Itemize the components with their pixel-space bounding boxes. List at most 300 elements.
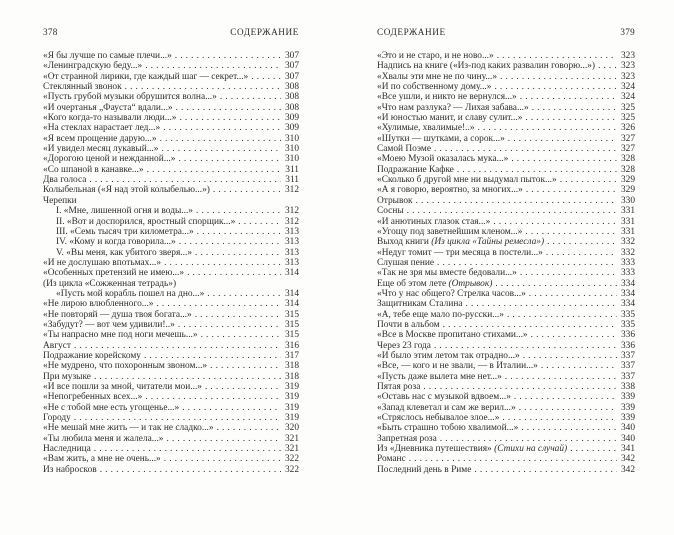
toc-entry [377,310,635,320]
toc-entry-title: Еще об этом лете (Отрывок) [377,278,493,289]
toc-entry-page: 338 [620,382,635,392]
toc-entry-page: 322 [284,464,299,475]
dot-leader [528,330,617,340]
toc-entry-title: «И все пошли за мной, читатели мои...» [43,382,202,392]
toc-entry [377,454,635,464]
toc-entry-title: «Хвалы эти мне не по чину...» [377,71,498,82]
toc-entry [377,103,635,113]
dot-leader [71,341,281,351]
dot-leader [494,51,617,61]
toc-entry [377,196,635,206]
toc-entry-page: 332 [620,247,635,258]
toc-entry-page: 325 [620,113,635,124]
toc-entry-page: 333 [620,257,635,268]
toc-entry [43,423,299,433]
toc-entry [377,465,635,475]
toc-entry-title: «Я всем прощение дарую...» [43,133,157,144]
toc-entry-page: 312 [284,206,299,217]
toc-entry [377,351,635,361]
dot-leader [194,227,281,237]
dot-leader [406,454,617,464]
toc-entry-title: Слушая пение [377,257,435,268]
toc-entry-title: «Запад клеветал и сам же верил...» [377,402,516,413]
toc-entry-page: 307 [284,61,299,72]
dot-leader [567,444,617,454]
toc-entry [43,392,299,402]
dot-leader [497,72,617,82]
toc-entry [43,82,299,92]
toc-entry-page: 337 [620,371,635,382]
toc-entry [43,454,299,464]
dot-leader [463,299,617,309]
dot-leader [475,123,617,133]
toc-entry-title: «И анютиных глазок стая...» [377,216,491,227]
toc-entry-page: 313 [284,257,299,268]
toc-entry-title: «Не мудрено, что похоронным звоном...» [43,361,208,372]
toc-entry [377,289,635,299]
toc-entry-title: Август [43,340,71,351]
dot-leader [161,454,281,464]
toc-entry-page: 315 [284,330,299,341]
toc-entry [43,372,299,382]
toc-entry-page: 325 [620,102,635,113]
toc-entry-page: 335 [620,309,635,320]
dot-leader [502,372,617,382]
toc-entry [377,372,635,382]
toc-entry [377,61,635,71]
toc-entry-title: «Что нам разлука? — Лихая забава...» [377,102,529,113]
toc-entry-title: «Не с тобой мне есть угощенье...» [43,402,180,413]
toc-entry-title: «Вам жить, а мне не очень...» [43,454,161,465]
toc-entry-title: Черепки [43,195,77,206]
dot-leader [198,330,281,340]
toc-entry-title: «Ты любила меня и жалела...» [43,433,164,444]
toc-entry [43,165,299,175]
toc-entry-title: IV. «Кому и когда говорила...» [56,237,176,248]
toc-entry [377,113,635,123]
dot-leader [179,403,281,413]
toc-entry-page: 319 [284,382,299,392]
dot-leader [404,206,617,216]
dot-leader [91,444,281,454]
dot-leader [595,61,617,71]
toc-entry-page: 339 [620,402,635,413]
dot-leader [175,320,281,330]
toc-entry-title: Выход книги (Из цикла «Тайны ремесла») [377,237,545,248]
page-right [377,27,635,475]
toc-entry-page: 310 [284,154,299,165]
toc-entry [377,185,635,195]
toc-entry-page: 318 [284,361,299,372]
toc-entry-page: 313 [284,237,299,248]
toc-entry [43,351,299,361]
toc-entry-title: «Оставь нас с музыкой вдвоем...» [377,392,511,403]
toc-entry-page: 309 [284,113,299,124]
toc-entry-title: «Пусть даже вылета мне нет...» [377,371,502,382]
toc-entry-title: «Не мешай мне жить — и так не сладко...» [43,423,214,434]
running-head-right: СОДЕРЖАНИЕ [377,27,446,37]
toc-entry [377,341,635,351]
toc-entry [377,72,635,82]
dot-leader [491,82,616,92]
toc-entry-page: 336 [620,340,635,351]
toc-entry [43,361,299,371]
dot-leader [175,154,280,164]
toc-entry-title: «И юностью манит, и славу сулит...» [377,113,523,124]
dot-leader [434,258,617,268]
toc-section-heading [43,279,299,289]
dot-leader [508,154,617,164]
dot-leader [518,423,617,433]
dot-leader [413,196,617,206]
toc-entry [43,175,299,185]
dot-leader [71,413,281,423]
dot-leader [157,134,281,144]
dot-leader [440,320,617,330]
toc-entry-page: 324 [620,82,635,93]
dot-leader [517,268,617,278]
toc-entry-subtitle-italic: (Из цикла «Тайны ремесла») [431,237,545,248]
toc-entry [377,268,635,278]
toc-entry-page: 314 [284,288,299,299]
toc-entry-page: 319 [284,402,299,413]
toc-entry-title: Городу [43,413,71,424]
toc-entry [377,82,635,92]
dot-leader [86,175,281,185]
toc-entry [377,361,635,371]
toc-entry-title: Колыбельная («Я над этой колыбелью...») [43,185,210,196]
toc-entry-title: (Из цикла «Сожженная тетрадь») [43,278,177,289]
page-right-header [377,27,635,37]
toc-entry-title: «Моею Музой оказалась мука...» [377,154,509,165]
toc-entry [377,134,635,144]
dot-leader [141,351,281,361]
page-number-left: 378 [43,27,58,37]
dot-leader [557,175,617,185]
dot-leader [214,423,281,433]
toc-entry [43,154,299,164]
toc-entry-page: 339 [620,413,635,424]
dot-leader [492,279,617,289]
dot-leader [454,165,617,175]
toc-entry-page: 331 [620,226,635,237]
toc-entry [377,154,635,164]
toc-entry-page: 312 [284,216,299,227]
toc-entry [43,144,299,154]
toc-entry-page: 337 [620,361,635,372]
toc-entry [43,444,299,454]
toc-entry-title: «Дорогою ценой и нежданной...» [43,154,176,165]
toc-entry [377,444,635,454]
toc-entry-page: 333 [620,268,635,279]
dot-leader [522,113,617,123]
toc-list-left [43,51,299,475]
dot-leader [122,82,281,92]
page-number-right: 379 [620,27,635,37]
toc-entry-page: 308 [284,92,299,103]
dot-leader [142,61,281,71]
toc-entry [43,268,299,278]
toc-entry-page: 330 [620,195,635,206]
toc-entry-title: Надпись на книге («Из-под каких развалин говорю...») [377,61,596,72]
toc-entry [43,237,299,247]
toc-entry-title: «Недуг томит — три месяца в постели...» [377,247,543,258]
dot-leader [176,237,281,247]
toc-entry [377,382,635,392]
toc-entry [377,403,635,413]
dot-leader [544,237,617,247]
toc-entry-title: I. «Мне, лишенной огня и воды...» [56,206,193,217]
toc-entry-title: «Все ушли, и никто не вернулся...» [377,92,517,103]
toc-entry-page: 315 [284,309,299,320]
toc-entry [43,382,299,392]
toc-entry-title: «И по собственному дому...» [377,82,492,93]
toc-entry-page: 308 [284,82,299,93]
toc-entry-subtitle-italic: (Отрывок) [448,278,493,289]
dot-leader [144,165,282,175]
dot-leader [192,310,281,320]
page-left-header [43,27,299,37]
toc-entry-title: Наследница [43,444,91,455]
toc-entry-page: 331 [620,206,635,217]
toc-entry [377,217,635,227]
toc-entry-title: Два голоса [43,175,87,186]
toc-entry-page: 314 [284,299,299,310]
dot-leader [520,351,617,361]
page-left [43,27,299,475]
toc-entry-page: 337 [620,350,635,361]
dot-leader [522,227,617,237]
toc-entry-page: 340 [620,423,635,434]
toc-entry-page: 316 [284,340,299,351]
dot-leader [164,434,281,444]
dot-leader [511,392,617,402]
toc-entry-title: «Это и не старо, и не ново...» [377,51,494,61]
toc-entry-title: V. «Вы меня, как убитого зверя...» [56,247,193,258]
toc-entry-title: «Особенных претензий не имею...» [43,268,185,279]
dot-leader [471,465,617,475]
toc-entry-title: «От странной лирики, где каждый шаг — секрет...» [43,71,249,82]
toc-entry [377,248,635,258]
dot-leader [202,382,281,392]
toc-entry [43,330,299,340]
toc-entry-page: 307 [284,71,299,82]
toc-entry-title: «Непогребенных всех...» [43,392,143,403]
dot-leader [543,248,617,258]
dot-leader [184,268,281,278]
toc-entry-page: 321 [284,433,299,444]
toc-entry [43,103,299,113]
toc-entry-title: «Стряслось небывалое злое...» [377,413,500,424]
dot-leader [210,185,281,195]
dot-leader [248,72,281,82]
toc-entry [377,279,635,289]
toc-entry-title: Последний день в Риме [377,464,472,475]
toc-entry [43,413,299,423]
toc-entry-page: 331 [620,216,635,227]
dot-leader [192,248,281,258]
toc-entry [377,165,635,175]
toc-entry [43,72,299,82]
toc-entry-title: «Угощу под заветнейшим кленом...» [377,226,523,237]
toc-entry-page: 320 [284,423,299,434]
toc-entry [43,258,299,268]
toc-entry-title: «Пусть грубой музыки обрушится волна...» [43,92,217,103]
toc-entry-page: 319 [284,392,299,403]
dot-leader [526,289,617,299]
toc-entry [377,123,635,133]
toc-entry-title: «Что у нас общего? Стрелка часов...» [377,288,526,299]
dot-leader [97,465,281,475]
toc-entry-page: 324 [620,92,635,103]
toc-entry-page: 312 [284,185,299,196]
toc-entry-page: 326 [620,123,635,134]
toc-entry [43,185,299,195]
toc-entry [43,465,299,475]
toc-entry-title: «Не повторяй — душа твоя богата...» [43,309,192,320]
toc-entry [377,423,635,433]
toc-entry-page: 329 [620,185,635,196]
toc-entry [43,320,299,330]
toc-entry-page: 309 [284,123,299,134]
toc-entry-title: Самой Поэме [377,144,432,155]
dot-leader [235,217,281,227]
dot-leader [529,103,617,113]
toc-entry [43,217,299,227]
toc-entry-page: 308 [284,102,299,113]
dot-leader [160,123,281,133]
toc-entry-page: 323 [620,51,635,61]
toc-entry-title: «Так не зря мы вместе бедовали...» [377,268,517,279]
toc-entry-title: «Ты напрасно мне под ноги мечешь...» [43,330,198,341]
toc-entry-page: 342 [620,454,635,465]
toc-list-right [377,51,635,475]
toc-entry-title: «Со шпаной в канавке...» [43,164,144,175]
toc-section-heading [43,196,299,206]
toc-entry-title: «Сколько б другой мне ни выдумал пыток...» [377,175,557,186]
toc-entry [43,403,299,413]
toc-entry-page: 327 [620,133,635,144]
toc-entry [377,392,635,402]
toc-entry-page: 341 [620,444,635,455]
toc-entry [377,206,635,216]
toc-entry [377,51,635,61]
toc-entry [43,92,299,102]
dot-leader [158,144,280,154]
toc-entry-title: Защитникам Сталина [377,299,463,310]
dot-leader [505,134,617,144]
toc-entry-page: 314 [284,268,299,279]
toc-entry-title: «Забудут? — вот чем удивили!..» [43,319,175,330]
toc-entry-title: «И очертанья „Фауста“ вдали...» [43,102,173,113]
dot-leader [91,372,281,382]
toc-entry [377,258,635,268]
toc-entry-page: 318 [284,371,299,382]
dot-leader [217,92,281,102]
toc-entry-title: Почти в альбом [377,319,440,330]
toc-entry-title: Романс [377,454,406,465]
toc-entry-title: «И не дослушаю впотьмах...» [43,257,162,268]
dot-leader [523,185,617,195]
toc-entry-page: 340 [620,433,635,444]
toc-entry [43,434,299,444]
toc-entry-title: Из набросков [43,464,97,475]
toc-entry-title: Из «Дневника путешествия» (Стихи на случай) [377,444,568,455]
toc-entry-page: 321 [284,444,299,455]
toc-entry-page: 335 [620,319,635,330]
toc-entry-title: «Все в Москве пропитано стихами...» [377,330,528,341]
toc-entry-title: «И увидел месяц лукавый...» [43,144,159,155]
toc-entry-page: 327 [620,144,635,155]
dot-leader [499,413,617,423]
toc-entry-title: «А, тебе еще мало по-русски...» [377,309,504,320]
dot-leader [431,341,617,351]
toc-entry-page: 313 [284,247,299,258]
toc-entry [377,413,635,423]
toc-entry-page: 323 [620,61,635,72]
toc-entry-title: Подражание Кафке [377,164,454,175]
toc-entry-title: При музыке [43,371,91,382]
toc-entry-page: 315 [284,319,299,330]
toc-entry-title: «Пусть мой корабль пошел на дно...» [56,288,205,299]
toc-entry-title: II. «Вот и доспорился, яростный спорщик...» [56,216,236,227]
toc-entry [377,144,635,154]
toc-entry-title: «На стеклах нарастает лед...» [43,123,161,134]
toc-entry [43,341,299,351]
toc-entry-page: 334 [620,288,635,299]
dot-leader [193,206,281,216]
toc-entry-title: «Все, — кого и не звали, — в Италии...» [377,361,538,372]
toc-entry [377,330,635,340]
toc-entry-page: 317 [284,350,299,361]
toc-entry [43,289,299,299]
dot-leader [504,310,617,320]
dot-leader [517,92,617,102]
toc-entry [377,320,635,330]
toc-entry-page: 310 [284,133,299,144]
toc-entry-title: Запретная роза [377,433,437,444]
toc-entry-page: 313 [284,226,299,237]
toc-entry-title: «А я говорю, вероятно, за многих...» [377,185,523,196]
toc-entry-page: 319 [284,413,299,424]
toc-entry [43,299,299,309]
toc-entry-title: «Ленинградскую беду...» [43,61,143,72]
toc-entry [43,310,299,320]
toc-entry-page: 339 [620,392,635,403]
toc-entry-page: 329 [620,175,635,186]
dot-leader [161,258,281,268]
dot-leader [142,392,281,402]
toc-entry-title: Сосны [377,206,404,217]
toc-entry-title: Через 23 года [377,340,431,351]
toc-entry-title: «Шутки — шутками, а сорок...» [377,133,505,144]
toc-entry-title: III. «Семь тысяч три километра...» [56,226,194,237]
dot-leader [420,382,617,392]
toc-entry-page: 322 [284,454,299,465]
dot-leader [207,361,281,371]
toc-entry [43,248,299,258]
toc-entry [377,237,635,247]
toc-entry-page: 328 [620,154,635,165]
toc-entry-title: Стеклянный звонок [43,82,122,93]
toc-entry-title: Подражание корейскому [43,350,141,361]
toc-entry-page: 307 [284,51,299,61]
toc-entry [43,206,299,216]
toc-entry-page: 311 [285,175,299,186]
toc-entry-page: 332 [620,237,635,248]
toc-entry-page: 323 [620,71,635,82]
toc-entry [43,51,299,61]
